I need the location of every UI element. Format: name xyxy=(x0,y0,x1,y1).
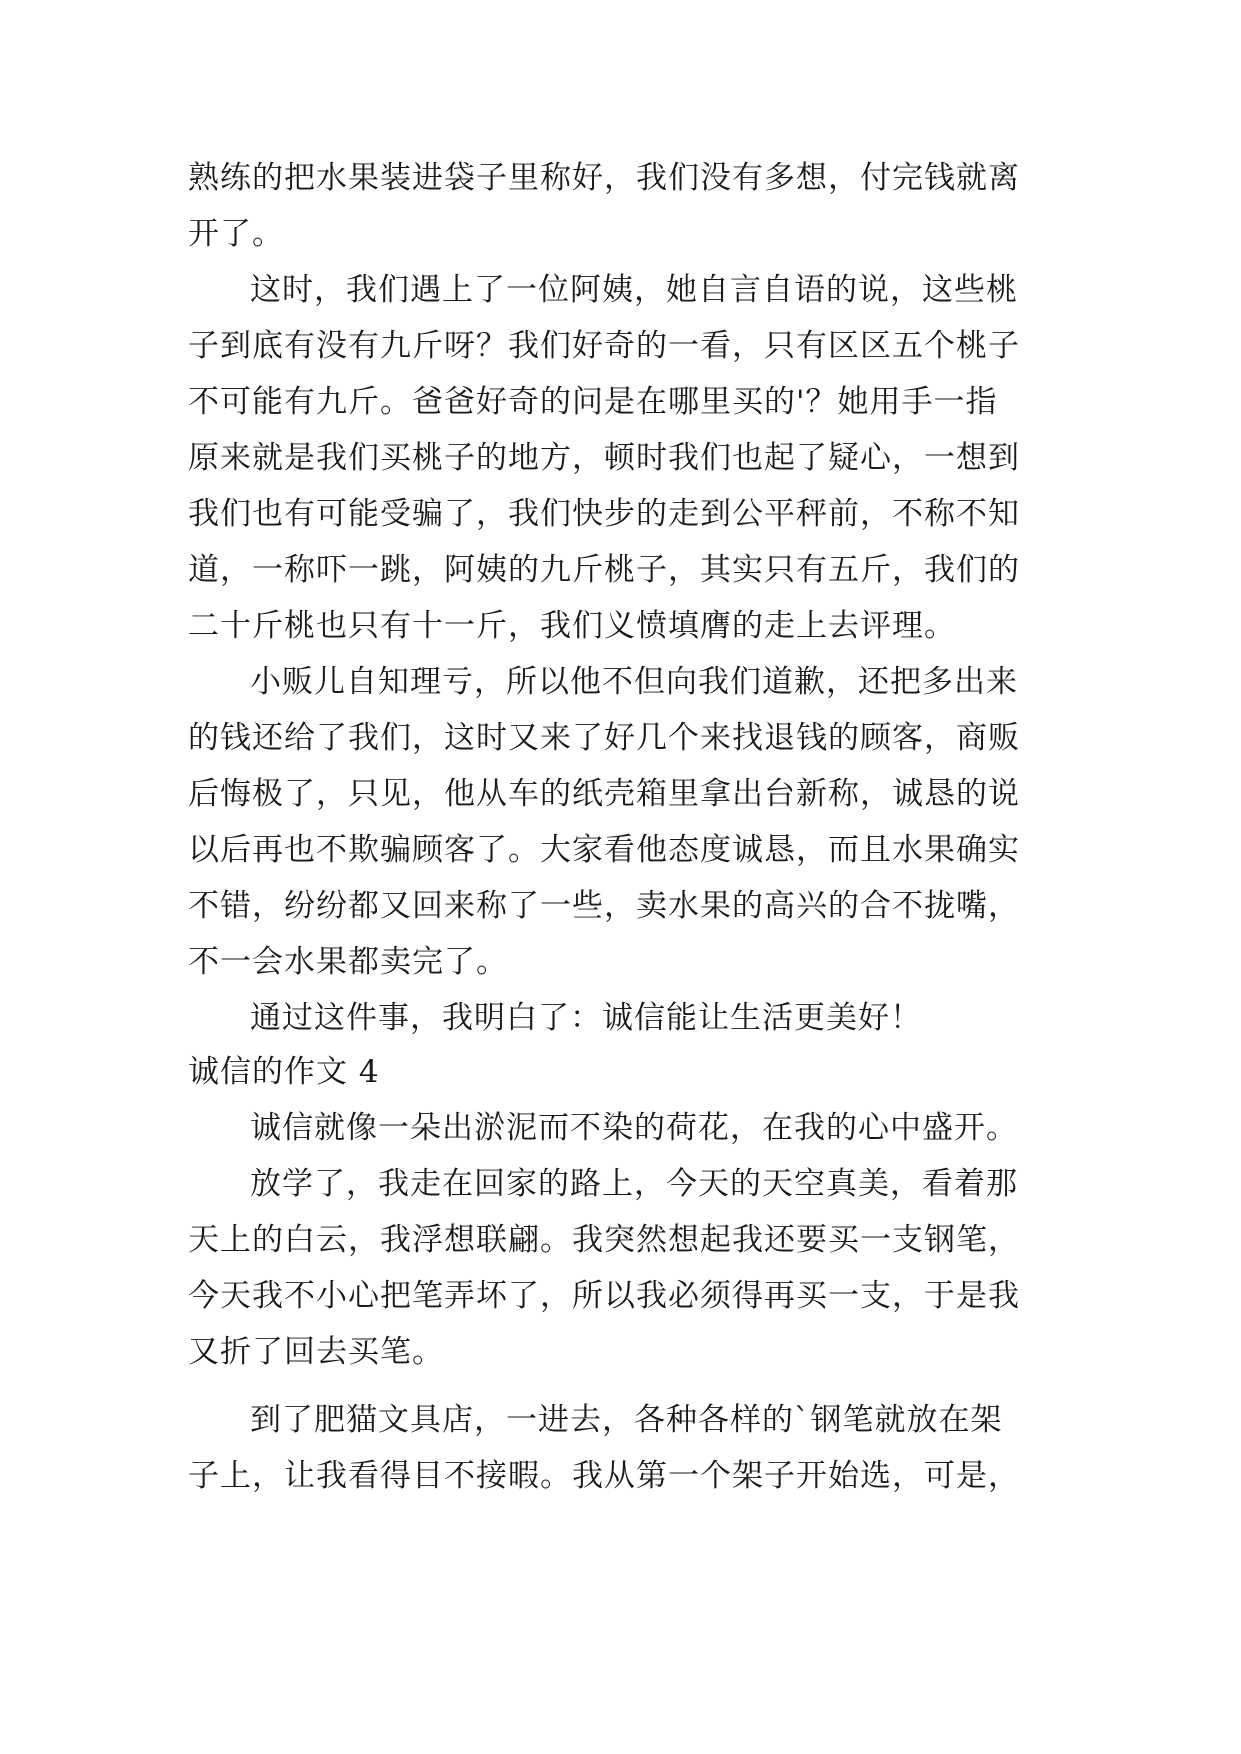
paragraph-start-line: 小贩儿自知理亏，所以他不但向我们道歉，还把多出来 xyxy=(250,664,1018,700)
paragraph-start-line: 诚信就像一朵出淤泥而不染的荷花，在我的心中盛开。 xyxy=(250,1110,1018,1146)
text-line: 的钱还给了我们，这时又来了好几个来找退钱的顾客，商贩 xyxy=(188,720,1020,756)
paragraph-start-line: 到了肥猫文具店，一进去，各种各样的`钢笔就放在架 xyxy=(250,1402,1003,1438)
text-line: 我们也有可能受骗了，我们快步的走到公平秤前，不称不知 xyxy=(188,496,1020,532)
text-line: 原来就是我们买桃子的地方，顿时我们也起了疑心，一想到 xyxy=(188,440,1020,476)
text-line: 二十斤桃也只有十一斤，我们义愤填膺的走上去评理。 xyxy=(188,608,956,644)
text-line: 后悔极了，只见，他从车的纸壳箱里拿出台新称，诚恳的说 xyxy=(188,776,1020,812)
text-line: 今天我不小心把笔弄坏了，所以我必须得再买一支，于是我 xyxy=(188,1278,1020,1314)
text-line: 子上，让我看得目不接暇。我从第一个架子开始选，可是， xyxy=(188,1458,1020,1494)
text-line: 天上的白云，我浮想联翩。我突然想起我还要买一支钢笔， xyxy=(188,1222,1020,1258)
paragraph-start-line: 放学了，我走在回家的路上，今天的天空真美，看着那 xyxy=(250,1166,1018,1202)
text-line: 开了。 xyxy=(188,216,284,252)
text-line: 以后再也不欺骗顾客了。大家看他态度诚恳，而且水果确实 xyxy=(188,832,1020,868)
text-line: 道，一称吓一跳，阿姨的九斤桃子，其实只有五斤，我们的 xyxy=(188,552,1020,588)
text-line: 不可能有九斤。爸爸好奇的问是在哪里买的'？她用手一指 xyxy=(188,384,998,420)
section-title: 诚信的作文 4 xyxy=(188,1054,380,1090)
paragraph-start-line: 这时，我们遇上了一位阿姨，她自言自语的说，这些桃 xyxy=(250,272,1018,308)
text-line: 熟练的把水果装进袋子里称好，我们没有多想，付完钱就离 xyxy=(188,160,1020,196)
text-line: 子到底有没有九斤呀？我们好奇的一看，只有区区五个桃子 xyxy=(188,328,1020,364)
text-line: 不错，纷纷都又回来称了一些，卖水果的高兴的合不拢嘴， xyxy=(188,888,1020,924)
paragraph-start-line: 通过这件事，我明白了：诚信能让生活更美好！ xyxy=(250,1000,922,1036)
text-line: 不一会水果都卖完了。 xyxy=(188,944,508,980)
text-line: 又折了回去买笔。 xyxy=(188,1334,444,1370)
